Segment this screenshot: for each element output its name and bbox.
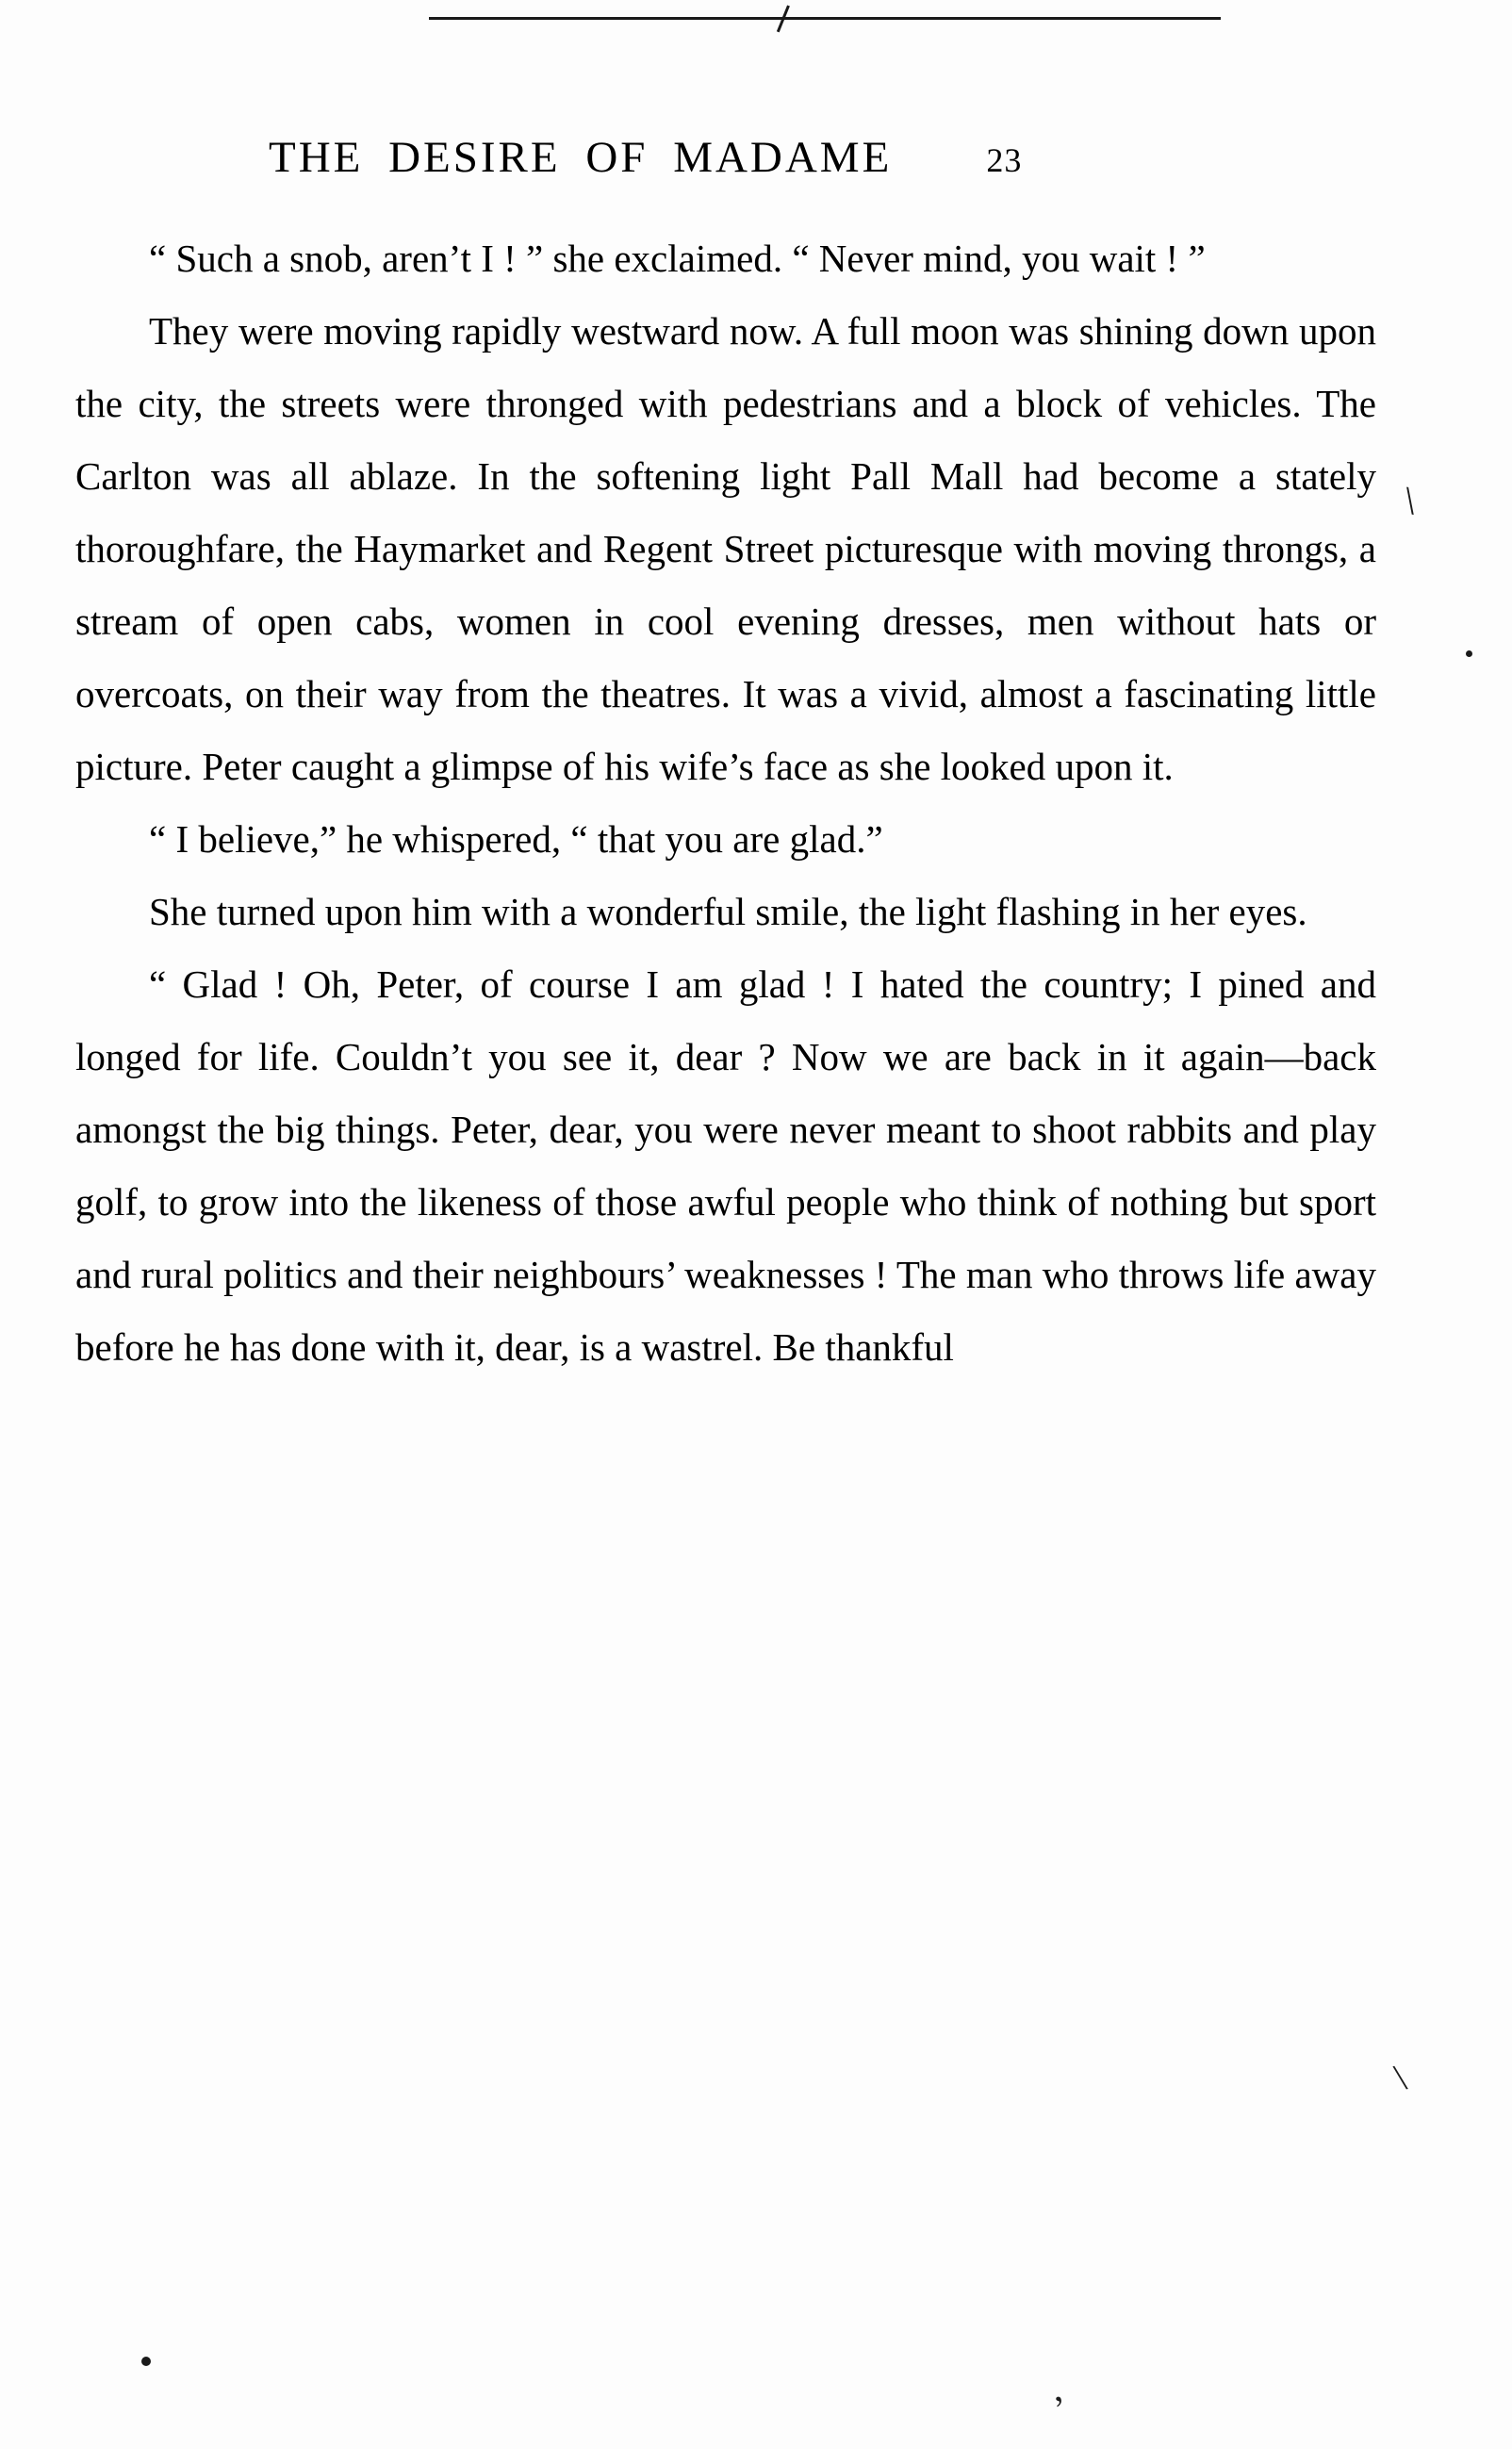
scan-artifact-right-slash: \	[1401, 479, 1419, 524]
page-number: 23	[986, 141, 1023, 179]
scan-edge-line	[429, 17, 1221, 20]
body-text	[66, 222, 1414, 1384]
running-head: THE DESIRE OF MADAME	[269, 133, 893, 182]
scan-artifact-right-dot	[1466, 650, 1472, 657]
scan-artifact-right-tick: \	[1390, 2055, 1410, 2099]
paragraph: “ I believe,” he whispered, “ that you are glad.”	[149, 817, 883, 861]
scan-artifact-bottom-dot	[141, 2357, 151, 2366]
scan-artifact-bottom-comma: ,	[1045, 2366, 1066, 2410]
page-header	[66, 132, 1414, 183]
paragraph: She turned upon him with a wonderful smile, the light flashing in her eyes.	[149, 890, 1307, 933]
paragraph: “ Glad ! Oh, Peter, of course I am glad ! I hated the country; I pined and longed for life. Couldn’t you see it, dear ? Now we are back in it again—back amongst the big things. Peter, dear, you were never meant to shoot rabbits and play golf, to grow into the likeness of those awful people who think of nothing but sport and rural politics and their neighbours’ weaknesses ! The man who throws life away before he has done with it, dear, is a wastrel. Be thankful	[75, 962, 1376, 1369]
page-content	[66, 132, 1414, 1384]
paragraph: “ Such a snob, aren’t I ! ” she exclaimed. “ Never mind, you wait ! ”	[149, 237, 1206, 280]
paragraph: They were moving rapidly westward now. A full moon was shining down upon the city, the streets were thronged with pedestrians and a block of vehicles. The Carlton was all ablaze. In the softening light Pall Mall had become a stately thoroughfare, the Haymarket and Regent Street picturesque with moving throngs, a stream of open cabs, women in cool evening dresses, men without hats or overcoats, on their way from the theatres. It was a vivid, almost a fascinating little picture. Peter caught a glimpse of his wife’s face as she looked upon it.	[75, 309, 1376, 788]
